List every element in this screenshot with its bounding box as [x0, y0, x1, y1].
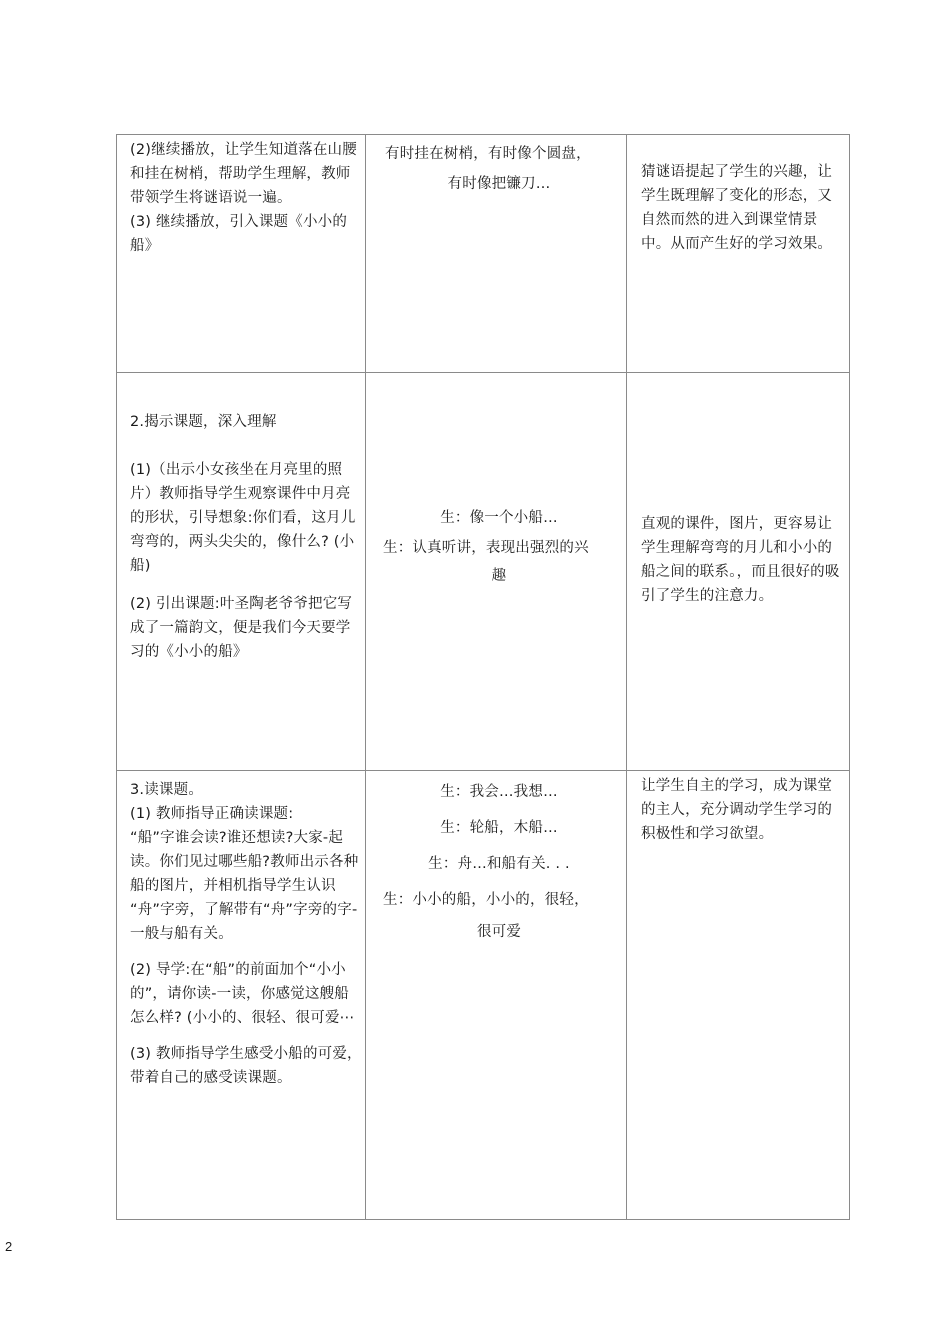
row3-col1-item2: (2) 导学:在“船”的前面加个“小小的”，请你读-一读，你感觉这艘船怎么样? (小小的、很轻、很可爱⋯ [130, 962, 355, 1026]
row2-design-intent [641, 512, 841, 608]
table-border-top [116, 134, 850, 135]
row3-col1-para2: “舟”字旁，了解带有“舟”字旁的字-一般与船有关。 [130, 902, 358, 942]
row3-col2-line5: 很可爱 [476, 924, 522, 940]
row2-student-activity [379, 506, 619, 588]
page-number: 2 [5, 1239, 13, 1254]
row-divider-1 [116, 372, 850, 373]
row2-col1-para2: (2) 引出课题:叶圣陶老爷爷把它写成了一篇韵文，便是我们今天要学习的《小小的船》 [130, 596, 353, 660]
column-divider-2 [626, 134, 627, 1220]
table-border-bottom [116, 1219, 850, 1220]
row1-design-intent [641, 160, 841, 256]
row1-student-activity [379, 142, 619, 196]
row2-col2-line2: 生：认真听讲，表现出强烈的兴 [383, 540, 589, 556]
row2-col1-para1: (1)（出示小女孩坐在月亮里的照片）教师指导学生观察课件中月亮的形状，引导想象:你们看，这月儿弯弯的，两头尖尖的，像什么? (小船) [130, 462, 356, 574]
row3-col1-para1: “船”字谁会读?谁还想读?大家-起读。你们见过哪些船?教师出示各种船的图片，并相机指导学生认识 [130, 830, 359, 894]
row-divider-2 [116, 770, 850, 771]
row2-teacher-activity [130, 410, 362, 664]
row1-col1-para2: (3) 继续播放，引入课题《小小的船》 [130, 214, 348, 254]
row3-col1-item1: (1) 教师指导正确读课题: [130, 806, 294, 822]
row3-student-activity [379, 780, 619, 944]
lesson-plan-table [116, 134, 850, 1220]
row3-col2-line4: 生：小小的船，小小的，很轻， [383, 892, 589, 908]
row1-col1-para1: (2)继续播放，让学生知道落在山腰和挂在树梢，帮助学生理解，教师带领学生将谜语说一遍。 [130, 142, 357, 206]
row2-col2-line1: 生：像一个小船… [440, 510, 558, 526]
row3-col2-line3: 生：舟…和船有关. . . [428, 856, 570, 872]
row3-col1-item3: (3) 教师指导学生感受小船的可爱，带着自己的感受读课题。 [130, 1046, 362, 1086]
row1-col2-line2: 有时像把镰刀… [447, 176, 551, 192]
row3-teacher-activity [130, 778, 362, 1090]
table-border-right [849, 134, 850, 1220]
table-border-left [116, 134, 117, 1220]
column-divider-1 [365, 134, 366, 1220]
row3-col2-line1: 生：我会…我想… [440, 784, 558, 800]
row1-teacher-activity [130, 138, 362, 258]
row3-col3-para: 让学生自主的学习，成为课堂的主人，充分调动学生学习的积极性和学习欲望。 [641, 778, 833, 842]
row1-col2-line1: 有时挂在树梢，有时像个圆盘， [385, 146, 591, 162]
row1-col3-para: 猜谜语提起了学生的兴趣，让学生既理解了变化的形态，又自然而然的进入到课堂情景中。从而产生好的学习效果。 [641, 164, 833, 252]
row3-design-intent [641, 774, 841, 846]
row2-col2-line3: 趣 [491, 568, 507, 584]
row2-col3-para: 直观的课件，图片，更容易让学生理解弯弯的月儿和小小的船之间的联系。，而且很好的吸引了学生的注意力。 [641, 516, 840, 604]
row3-col2-line2: 生：轮船，木船… [440, 820, 558, 836]
row2-col1-heading: 2.揭示课题，深入理解 [130, 414, 277, 430]
row3-col1-heading: 3.读课题。 [130, 782, 204, 798]
